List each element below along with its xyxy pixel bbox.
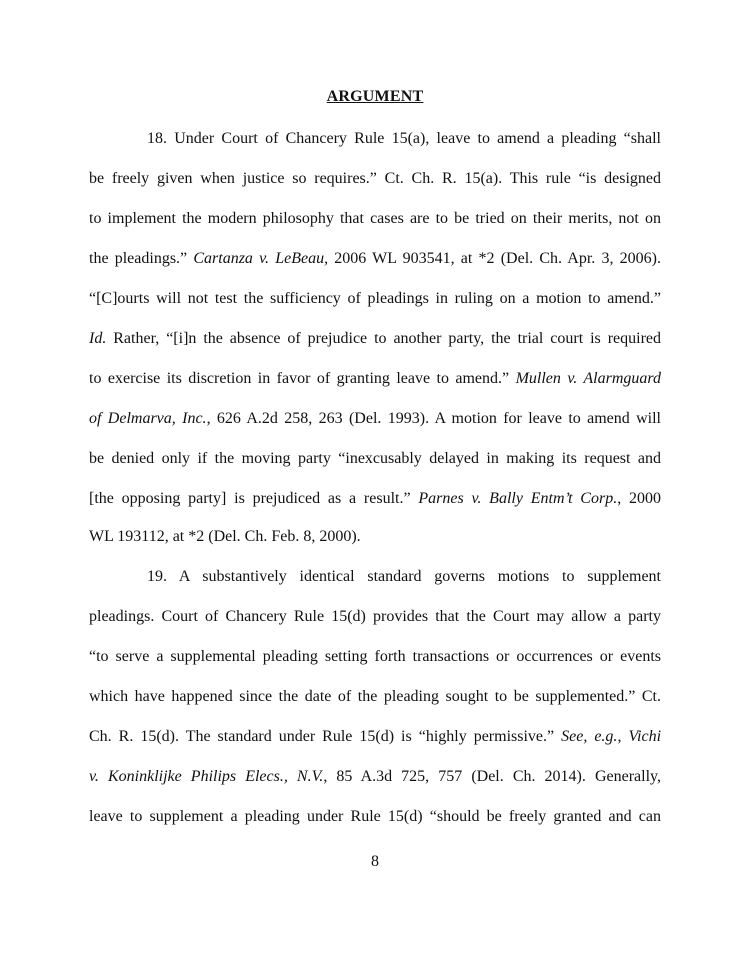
case-citation: of Delmarva, Inc. xyxy=(89,410,207,427)
case-citation: Vichi xyxy=(628,728,661,745)
text-line xyxy=(89,449,661,469)
text-line xyxy=(147,129,661,149)
text-segment: 18. Under Court of Chancery Rule 15(a), leave to amend a pleading “shall xyxy=(147,130,661,147)
case-citation: Id. xyxy=(89,330,107,347)
text-line xyxy=(89,289,661,309)
text-line xyxy=(89,249,661,269)
text-segment: leave to supplement a pleading under Rule 15(d) “should be freely granted and can xyxy=(89,808,661,825)
text-segment: “to serve a supplemental pleading setting forth transactions or occurrences or events xyxy=(89,648,661,665)
text-segment: 19. A substantively identical standard governs motions to supplement xyxy=(147,568,661,585)
section-heading: ARGUMENT xyxy=(326,88,424,105)
text-segment: Rather, “[i]n the absence of prejudice to another party, the trial court is required xyxy=(106,330,661,347)
text-segment: , 85 A.3d 725, 757 (Del. Ch. 2014). Generally, xyxy=(323,768,661,785)
text-segment: , 2006 WL 903541, at *2 (Del. Ch. Apr. 3, 2006). xyxy=(324,250,661,267)
text-line xyxy=(89,329,661,349)
case-citation: Cartanza v. LeBeau xyxy=(193,250,325,267)
text-line xyxy=(89,527,661,547)
text-segment: WL 193112, at *2 (Del. Ch. Feb. 8, 2000). xyxy=(89,528,361,545)
text-line xyxy=(89,607,661,627)
text-segment: be freely given when justice so requires.” Ct. Ch. R. 15(a). This rule “is designed xyxy=(89,170,661,187)
text-segment: “[C]ourts will not test the sufficiency of pleadings in ruling on a motion to amend.” xyxy=(89,290,661,307)
case-citation: Mullen v. Alarmguard xyxy=(515,370,661,387)
text-line xyxy=(89,409,661,429)
text-segment: , 626 A.2d 258, 263 (Del. 1993). A motion for leave to amend will xyxy=(206,410,661,427)
text-line xyxy=(89,369,661,389)
text-segment: be denied only if the moving party “inexcusably delayed in making its request and xyxy=(89,450,661,467)
case-citation: Parnes v. Bally Entm’t Corp. xyxy=(418,490,618,507)
text-segment: which have happened since the date of the pleading sought to be supplemented.” Ct. xyxy=(89,688,661,705)
text-segment: , 2000 xyxy=(617,490,661,507)
text-line xyxy=(89,647,661,667)
text-segment: pleadings. Court of Chancery Rule 15(d) provides that the Court may allow a party xyxy=(89,608,661,625)
case-citation: See, e.g. xyxy=(561,728,618,745)
case-citation: v. Koninklijke Philips Elecs., N.V. xyxy=(89,768,324,785)
text-segment: to exercise its discretion in favor of granting leave to amend.” xyxy=(89,370,516,387)
text-line xyxy=(89,489,661,509)
page-number: 8 xyxy=(371,853,379,870)
text-line xyxy=(89,767,661,787)
text-line xyxy=(89,169,661,189)
text-segment: Ch. R. 15(d). The standard under Rule 15(d) is “highly permissive.” xyxy=(89,728,562,745)
text-line xyxy=(147,567,661,587)
text-segment: , xyxy=(617,728,629,745)
text-line xyxy=(89,727,661,747)
text-line xyxy=(89,209,661,229)
text-line xyxy=(89,807,661,827)
text-segment: to implement the modern philosophy that cases are to be tried on their merits, not on xyxy=(89,210,661,227)
text-segment: the pleadings.” xyxy=(89,250,194,267)
text-segment: [the opposing party] is prejudiced as a result.” xyxy=(89,490,419,507)
text-line xyxy=(89,687,661,707)
